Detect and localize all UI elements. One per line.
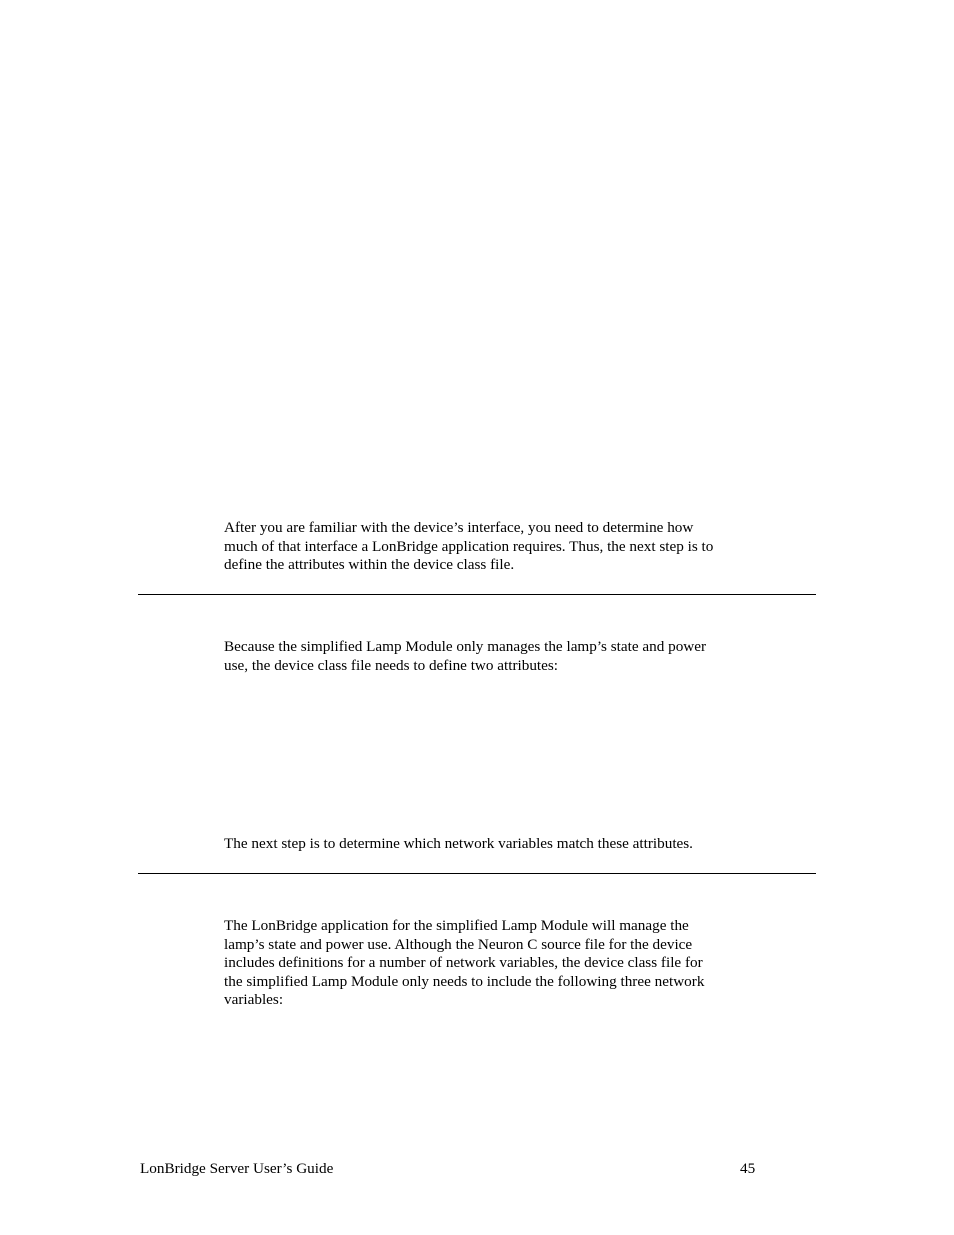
- text-line: the simplified Lamp Module only needs to include the following three network: [224, 972, 705, 990]
- section-divider: [138, 594, 816, 595]
- text-line: much of that interface a LonBridge application requires. Thus, the next step is to: [224, 537, 714, 555]
- text-line: Because the simplified Lamp Module only manages the lamp’s state and power: [224, 638, 707, 655]
- text-line: After you are familiar with the device’s interface, you need to determine how: [224, 519, 694, 536]
- text-line: lamp’s state and power use. Although the Neuron C source file for the device: [224, 935, 693, 953]
- paragraph-next-step: [224, 835, 824, 854]
- paragraph-two-attributes: [224, 638, 824, 675]
- text-line: The next step is to determine which network variables match these attributes.: [224, 835, 693, 852]
- text-line: variables:: [224, 991, 284, 1009]
- footer-page-number: 45: [740, 1160, 756, 1177]
- text-line: define the attributes within the device class file.: [224, 556, 515, 574]
- paragraph-define-attributes-intro: [224, 519, 824, 575]
- text-line: includes definitions for a number of network variables, the device class file for: [224, 954, 703, 972]
- text-line: use, the device class file needs to define two attributes:: [224, 656, 559, 674]
- section-divider: [138, 873, 816, 874]
- text-line: The LonBridge application for the simplified Lamp Module will manage the: [224, 917, 689, 934]
- footer-document-title: LonBridge Server User’s Guide: [140, 1160, 334, 1177]
- paragraph-network-variables: [224, 917, 824, 1010]
